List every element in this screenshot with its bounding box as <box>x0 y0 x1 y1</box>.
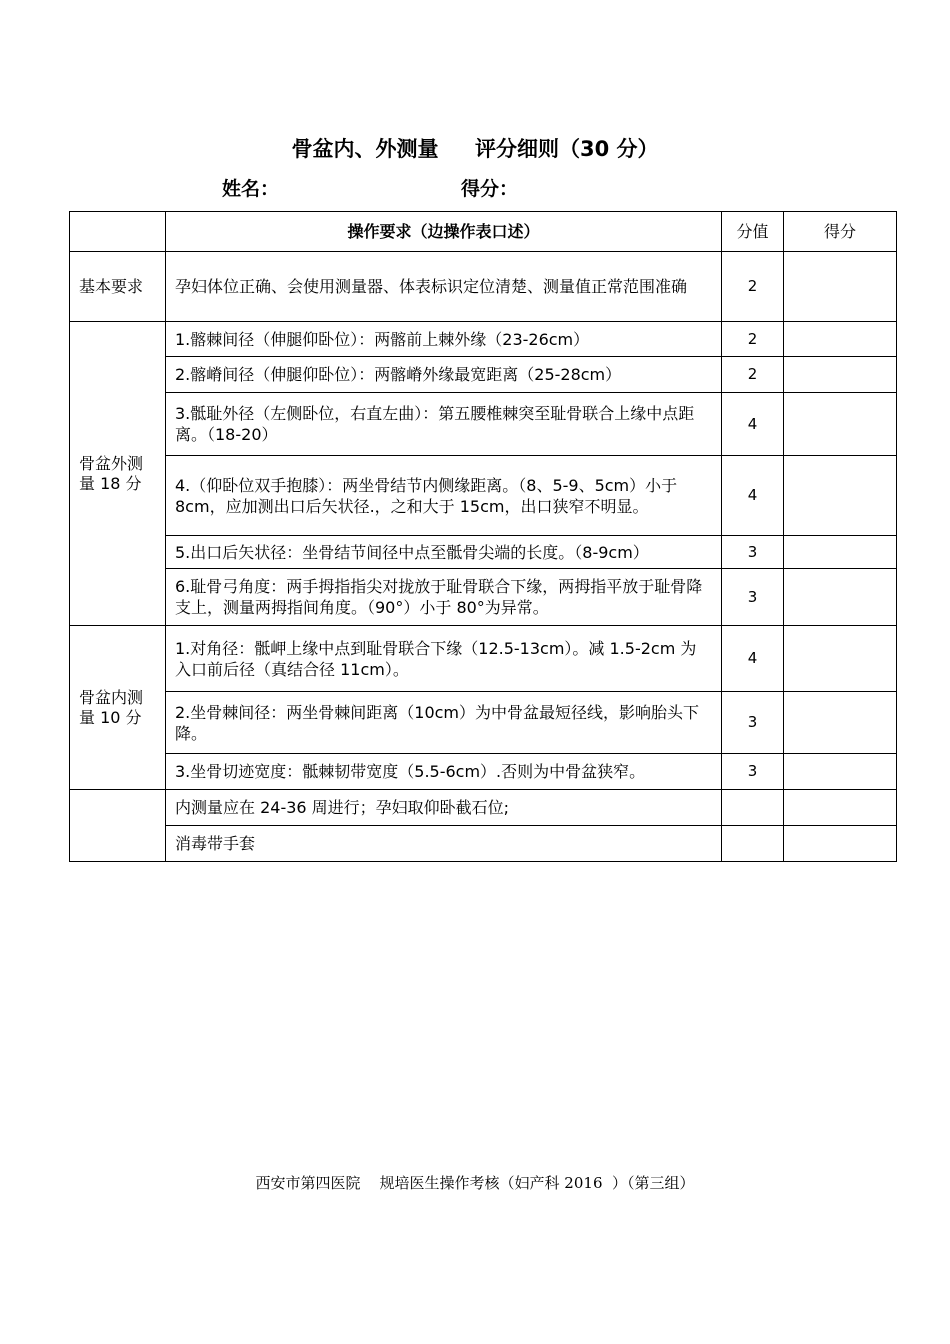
table-row <box>70 456 897 536</box>
points-cell: 4 <box>722 626 784 692</box>
points-cell: 2 <box>722 252 784 322</box>
table-row <box>70 754 897 790</box>
points-cell: 4 <box>722 456 784 536</box>
requirement-cell: 2.坐骨棘间径：两坐骨棘间距离（10cm）为中骨盆最短径线，影响胎头下降。 <box>166 692 722 754</box>
requirement-cell: 孕妇体位正确、会使用测量器、体表标识定位清楚、测量值正常范围准确 <box>166 252 722 322</box>
header-requirement: 操作要求（边操作表口述） <box>166 212 722 252</box>
category-external: 骨盆外测量 18 分 <box>70 322 166 626</box>
table-row <box>70 790 897 826</box>
header-category <box>70 212 166 252</box>
requirement-cell: 1.对角径：骶岬上缘中点到耻骨联合下缘（12.5-13cm）。减 1.5-2cm 为入口前后径（真结合径 11cm）。 <box>166 626 722 692</box>
table-row <box>70 357 897 393</box>
page-title: 骨盆内、外测量 评分细则（30 分） <box>291 137 659 161</box>
requirement-cell: 1.髂棘间径（伸腿仰卧位）：两髂前上棘外缘（23-26cm） <box>166 322 722 357</box>
score-cell[interactable] <box>784 252 897 322</box>
score-cell[interactable] <box>784 826 897 862</box>
table-row <box>70 692 897 754</box>
category-notes <box>70 790 166 862</box>
score-cell[interactable] <box>784 754 897 790</box>
requirement-cell: 6.耻骨弓角度：两手拇指指尖对拢放于耻骨联合下缘，两拇指平放于耻骨降支上，测量两拇指间角度。（90°）小于 80°为异常。 <box>166 569 722 626</box>
requirement-cell: 3.坐骨切迹宽度：骶棘韧带宽度（5.5-6cm）.否则为中骨盆狭窄。 <box>166 754 722 790</box>
category-basic: 基本要求 <box>70 252 166 322</box>
points-cell: 3 <box>722 536 784 569</box>
points-cell: 4 <box>722 393 784 456</box>
page-footer: 西安市第四医院 规培医生操作考核（妇产科 2016 ）（第三组） <box>255 1174 695 1192</box>
points-cell: 3 <box>722 754 784 790</box>
table-header-row <box>70 212 897 252</box>
requirement-cell: 4.（仰卧位双手抱膝）：两坐骨结节内侧缘距离。（8、5-9、5cm）小于 8cm，应加测出口后矢状径.，之和大于 15cm，出口狭窄不明显。 <box>166 456 722 536</box>
score-cell[interactable] <box>784 626 897 692</box>
points-cell: 3 <box>722 569 784 626</box>
table-row <box>70 626 897 692</box>
table-row <box>70 252 897 322</box>
score-cell[interactable] <box>784 393 897 456</box>
table-row <box>70 393 897 456</box>
score-cell[interactable] <box>784 322 897 357</box>
score-cell[interactable] <box>784 692 897 754</box>
category-internal: 骨盆内测量 10 分 <box>70 626 166 790</box>
points-cell: 2 <box>722 357 784 393</box>
score-cell[interactable] <box>784 790 897 826</box>
requirement-cell: 3.骶耻外径（左侧卧位，右直左曲）：第五腰椎棘突至耻骨联合上缘中点距离。（18-20） <box>166 393 722 456</box>
requirement-cell: 5.出口后矢状径：坐骨结节间径中点至骶骨尖端的长度。（8-9cm） <box>166 536 722 569</box>
scoring-table <box>69 211 897 862</box>
points-cell <box>722 826 784 862</box>
score-cell[interactable] <box>784 536 897 569</box>
requirement-cell: 2.髂嵴间径（伸腿仰卧位）：两髂嵴外缘最宽距离（25-28cm） <box>166 357 722 393</box>
points-cell: 2 <box>722 322 784 357</box>
note-cell: 消毒带手套 <box>166 826 722 862</box>
note-cell: 内测量应在 24-36 周进行；孕妇取仰卧截石位; <box>166 790 722 826</box>
points-cell <box>722 790 784 826</box>
points-cell: 3 <box>722 692 784 754</box>
table-row <box>70 826 897 862</box>
table-row <box>70 536 897 569</box>
name-label: 姓名： <box>222 178 280 200</box>
table-row <box>70 322 897 357</box>
score-cell[interactable] <box>784 456 897 536</box>
score-cell[interactable] <box>784 569 897 626</box>
header-score: 得分 <box>784 212 897 252</box>
header-points: 分值 <box>722 212 784 252</box>
score-label: 得分： <box>461 178 519 200</box>
score-cell[interactable] <box>784 357 897 393</box>
table-row <box>70 569 897 626</box>
